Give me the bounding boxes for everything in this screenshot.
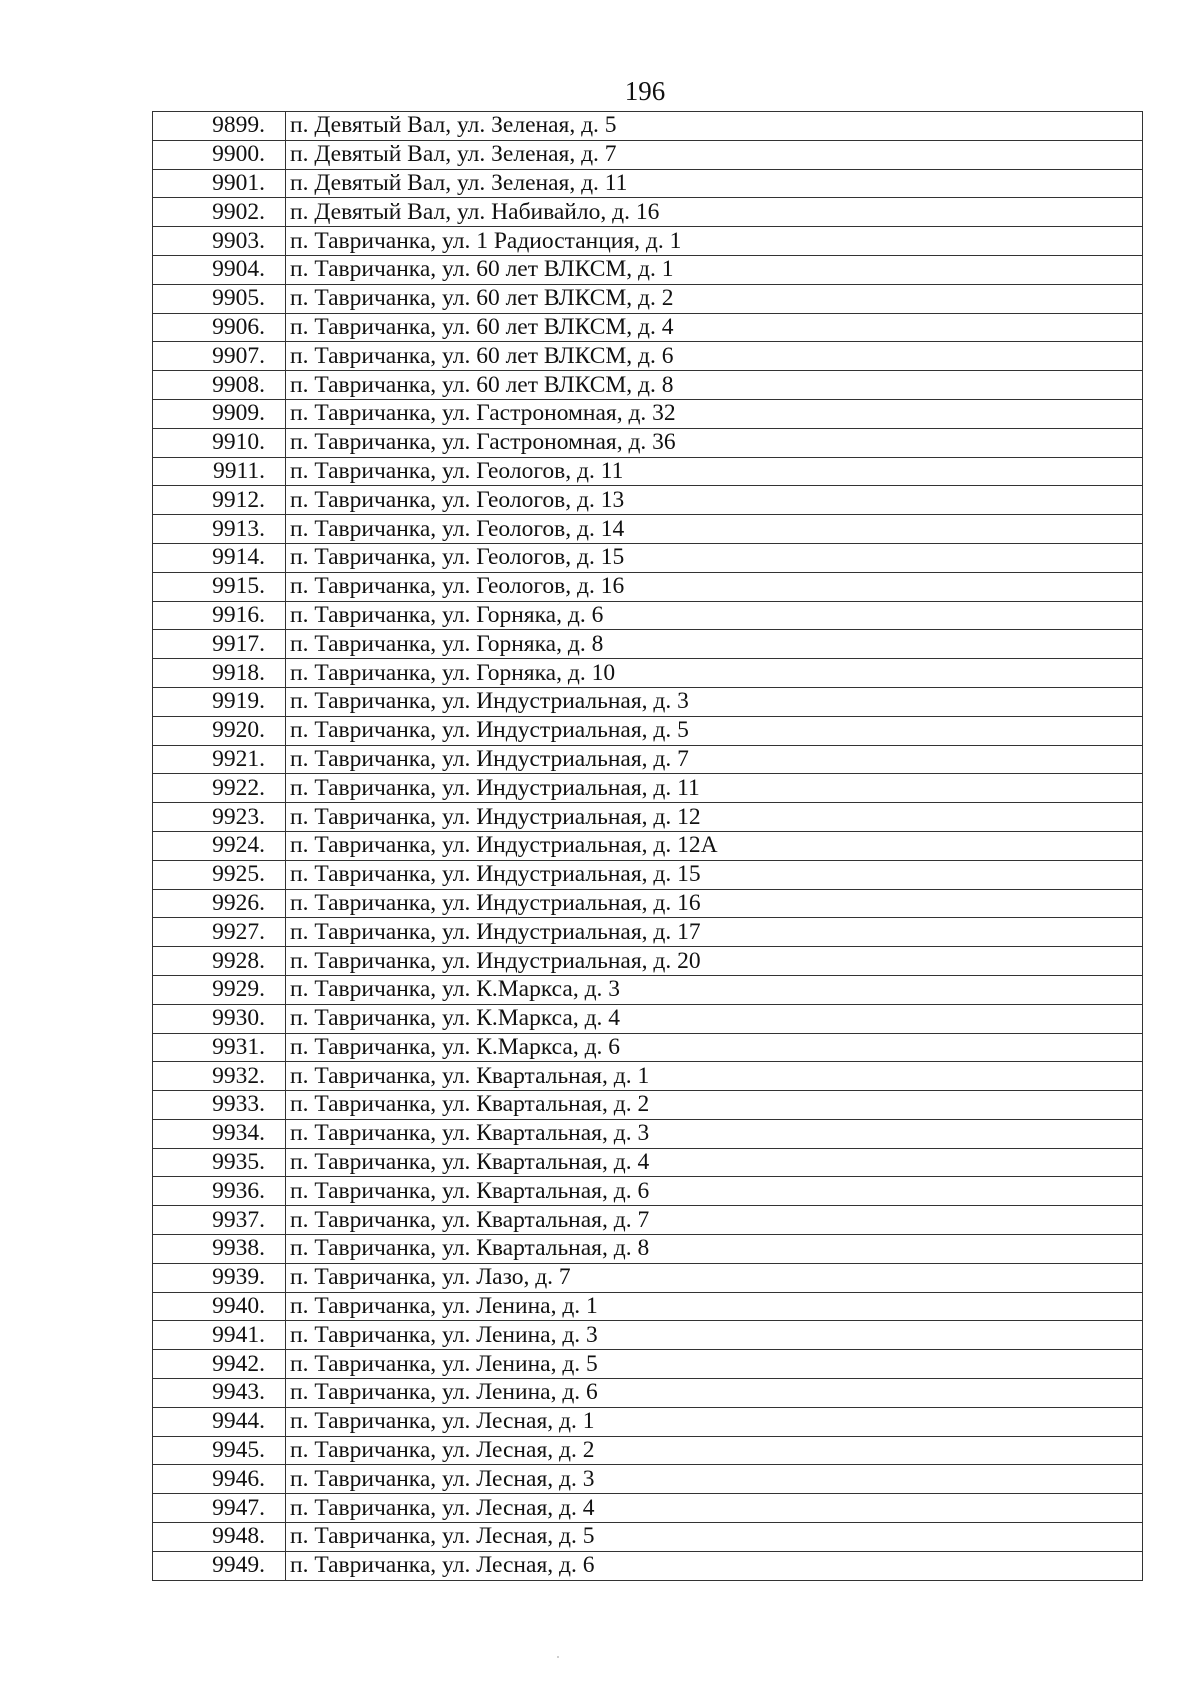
row-address: п. Тавричанка, ул. К.Маркса, д. 3 — [286, 975, 1143, 1004]
row-number: 9940. — [153, 1292, 286, 1321]
row-number: 9903. — [153, 227, 286, 256]
row-number: 9930. — [153, 1004, 286, 1033]
row-address: п. Тавричанка, ул. Квартальная, д. 3 — [286, 1119, 1143, 1148]
row-address: п. Тавричанка, ул. Индустриальная, д. 16 — [286, 889, 1143, 918]
table-row — [153, 1177, 1143, 1206]
row-number: 9919. — [153, 687, 286, 716]
page-number: 196 — [624, 76, 666, 106]
table-row — [153, 255, 1143, 284]
row-address: п. Тавричанка, ул. Индустриальная, д. 12А — [286, 831, 1143, 860]
row-number: 9922. — [153, 774, 286, 803]
table-row — [153, 1379, 1143, 1408]
row-number: 9902. — [153, 198, 286, 227]
row-number: 9939. — [153, 1263, 286, 1292]
table-row — [153, 1091, 1143, 1120]
row-number: 9900. — [153, 140, 286, 169]
row-number: 9941. — [153, 1321, 286, 1350]
row-address: п. Тавричанка, ул. Ленина, д. 1 — [286, 1292, 1143, 1321]
table-row — [153, 227, 1143, 256]
table-row — [153, 1523, 1143, 1552]
table-row — [153, 831, 1143, 860]
table-row — [153, 659, 1143, 688]
row-address: п. Тавричанка, ул. Квартальная, д. 4 — [286, 1148, 1143, 1177]
row-number: 9945. — [153, 1436, 286, 1465]
row-number: 9906. — [153, 313, 286, 342]
table-row — [153, 1263, 1143, 1292]
row-address: п. Тавричанка, ул. Горняка, д. 6 — [286, 601, 1143, 630]
table-row — [153, 630, 1143, 659]
row-address: п. Тавричанка, ул. Геологов, д. 15 — [286, 543, 1143, 572]
table-row — [153, 975, 1143, 1004]
table-row — [153, 140, 1143, 169]
row-address: п. Тавричанка, ул. Квартальная, д. 7 — [286, 1206, 1143, 1235]
row-address: п. Тавричанка, ул. Лесная, д. 5 — [286, 1523, 1143, 1552]
row-number: 9933. — [153, 1091, 286, 1120]
table-row — [153, 1235, 1143, 1264]
table-row — [153, 1321, 1143, 1350]
table-row — [153, 515, 1143, 544]
table-row — [153, 1119, 1143, 1148]
table-row — [153, 1033, 1143, 1062]
row-number: 9907. — [153, 342, 286, 371]
row-address: п. Девятый Вал, ул. Набивайло, д. 16 — [286, 198, 1143, 227]
table-row — [153, 284, 1143, 313]
row-number: 9914. — [153, 543, 286, 572]
row-number: 9901. — [153, 169, 286, 198]
row-number: 9931. — [153, 1033, 286, 1062]
row-number: 9934. — [153, 1119, 286, 1148]
table-row — [153, 1292, 1143, 1321]
row-number: 9944. — [153, 1407, 286, 1436]
table-row — [153, 486, 1143, 515]
address-table — [152, 111, 1143, 1581]
row-address: п. Тавричанка, ул. Квартальная, д. 1 — [286, 1062, 1143, 1091]
row-number: 9928. — [153, 947, 286, 976]
row-address: п. Тавричанка, ул. Индустриальная, д. 3 — [286, 687, 1143, 716]
table-row — [153, 399, 1143, 428]
row-address: п. Тавричанка, ул. Геологов, д. 11 — [286, 457, 1143, 486]
row-address: п. Тавричанка, ул. Горняка, д. 8 — [286, 630, 1143, 659]
row-number: 9915. — [153, 572, 286, 601]
row-address: п. Тавричанка, ул. Лесная, д. 3 — [286, 1465, 1143, 1494]
row-address: п. Тавричанка, ул. 60 лет ВЛКСМ, д. 4 — [286, 313, 1143, 342]
table-row — [153, 1436, 1143, 1465]
row-number: 9905. — [153, 284, 286, 313]
row-address: п. Тавричанка, ул. Квартальная, д. 6 — [286, 1177, 1143, 1206]
row-number: 9943. — [153, 1379, 286, 1408]
row-address: п. Девятый Вал, ул. Зеленая, д. 7 — [286, 140, 1143, 169]
row-number: 9923. — [153, 803, 286, 832]
table-row — [153, 572, 1143, 601]
row-address: п. Тавричанка, ул. Ленина, д. 6 — [286, 1379, 1143, 1408]
table-row — [153, 1206, 1143, 1235]
row-number: 9916. — [153, 601, 286, 630]
table-row — [153, 112, 1143, 141]
row-address: п. Тавричанка, ул. Геологов, д. 14 — [286, 515, 1143, 544]
row-number: 9935. — [153, 1148, 286, 1177]
row-number: 9927. — [153, 918, 286, 947]
row-number: 9926. — [153, 889, 286, 918]
row-address: п. Тавричанка, ул. Индустриальная, д. 11 — [286, 774, 1143, 803]
table-row — [153, 342, 1143, 371]
table-row — [153, 716, 1143, 745]
row-number: 9949. — [153, 1551, 286, 1580]
row-address: п. Тавричанка, ул. Геологов, д. 16 — [286, 572, 1143, 601]
row-number: 9911. — [153, 457, 286, 486]
row-number: 9936. — [153, 1177, 286, 1206]
row-number: 9904. — [153, 255, 286, 284]
row-address: п. Тавричанка, ул. Гастрономная, д. 36 — [286, 428, 1143, 457]
row-number: 9899. — [153, 112, 286, 141]
table-row — [153, 601, 1143, 630]
row-address: п. Тавричанка, ул. 60 лет ВЛКСМ, д. 8 — [286, 371, 1143, 400]
table-row — [153, 687, 1143, 716]
row-number: 9937. — [153, 1206, 286, 1235]
row-number: 9913. — [153, 515, 286, 544]
table-row — [153, 1350, 1143, 1379]
row-address: п. Тавричанка, ул. Гастрономная, д. 32 — [286, 399, 1143, 428]
row-number: 9924. — [153, 831, 286, 860]
table-row — [153, 1551, 1143, 1580]
row-address: п. Тавричанка, ул. Квартальная, д. 2 — [286, 1091, 1143, 1120]
row-number: 9910. — [153, 428, 286, 457]
row-number: 9908. — [153, 371, 286, 400]
table-row — [153, 1465, 1143, 1494]
row-number: 9932. — [153, 1062, 286, 1091]
row-address: п. Тавричанка, ул. Лесная, д. 1 — [286, 1407, 1143, 1436]
table-row — [153, 889, 1143, 918]
table-row — [153, 428, 1143, 457]
row-address: п. Тавричанка, ул. Индустриальная, д. 15 — [286, 860, 1143, 889]
table-row — [153, 1004, 1143, 1033]
row-address: п. Тавричанка, ул. 60 лет ВЛКСМ, д. 1 — [286, 255, 1143, 284]
row-address: п. Тавричанка, ул. К.Маркса, д. 6 — [286, 1033, 1143, 1062]
row-address: п. Тавричанка, ул. Индустриальная, д. 20 — [286, 947, 1143, 976]
row-address: п. Тавричанка, ул. Индустриальная, д. 7 — [286, 745, 1143, 774]
row-number: 9925. — [153, 860, 286, 889]
row-address: п. Тавричанка, ул. Ленина, д. 5 — [286, 1350, 1143, 1379]
row-address: п. Тавричанка, ул. Лазо, д. 7 — [286, 1263, 1143, 1292]
row-number: 9921. — [153, 745, 286, 774]
row-number: 9917. — [153, 630, 286, 659]
row-address: п. Девятый Вал, ул. Зеленая, д. 11 — [286, 169, 1143, 198]
row-address: п. Тавричанка, ул. Индустриальная, д. 17 — [286, 918, 1143, 947]
table-row — [153, 774, 1143, 803]
row-address: п. Тавричанка, ул. Квартальная, д. 8 — [286, 1235, 1143, 1264]
table-row — [153, 543, 1143, 572]
table-row — [153, 918, 1143, 947]
table-row — [153, 1062, 1143, 1091]
row-address: п. Тавричанка, ул. Лесная, д. 4 — [286, 1494, 1143, 1523]
row-number: 9909. — [153, 399, 286, 428]
row-number: 9912. — [153, 486, 286, 515]
table-row — [153, 198, 1143, 227]
row-address: п. Тавричанка, ул. 60 лет ВЛКСМ, д. 6 — [286, 342, 1143, 371]
row-address: п. Тавричанка, ул. К.Маркса, д. 4 — [286, 1004, 1143, 1033]
scan-speck — [557, 1656, 559, 1658]
row-address: п. Тавричанка, ул. Ленина, д. 3 — [286, 1321, 1143, 1350]
row-address: п. Тавричанка, ул. 1 Радиостанция, д. 1 — [286, 227, 1143, 256]
table-row — [153, 457, 1143, 486]
row-address: п. Тавричанка, ул. Лесная, д. 6 — [286, 1551, 1143, 1580]
table-row — [153, 1148, 1143, 1177]
row-number: 9946. — [153, 1465, 286, 1494]
row-address: п. Тавричанка, ул. Лесная, д. 2 — [286, 1436, 1143, 1465]
row-number: 9938. — [153, 1235, 286, 1264]
table-row — [153, 1407, 1143, 1436]
table-row — [153, 313, 1143, 342]
row-number: 9929. — [153, 975, 286, 1004]
row-address: п. Тавричанка, ул. 60 лет ВЛКСМ, д. 2 — [286, 284, 1143, 313]
row-number: 9948. — [153, 1523, 286, 1552]
row-number: 9942. — [153, 1350, 286, 1379]
row-address: п. Тавричанка, ул. Индустриальная, д. 5 — [286, 716, 1143, 745]
address-table-body — [153, 112, 1143, 1581]
table-row — [153, 947, 1143, 976]
table-row — [153, 371, 1143, 400]
row-number: 9947. — [153, 1494, 286, 1523]
row-address: п. Девятый Вал, ул. Зеленая, д. 5 — [286, 112, 1143, 141]
table-row — [153, 745, 1143, 774]
row-number: 9920. — [153, 716, 286, 745]
row-address: п. Тавричанка, ул. Горняка, д. 10 — [286, 659, 1143, 688]
table-row — [153, 1494, 1143, 1523]
row-address: п. Тавричанка, ул. Индустриальная, д. 12 — [286, 803, 1143, 832]
table-row — [153, 169, 1143, 198]
row-number: 9918. — [153, 659, 286, 688]
row-address: п. Тавричанка, ул. Геологов, д. 13 — [286, 486, 1143, 515]
table-row — [153, 860, 1143, 889]
table-row — [153, 803, 1143, 832]
